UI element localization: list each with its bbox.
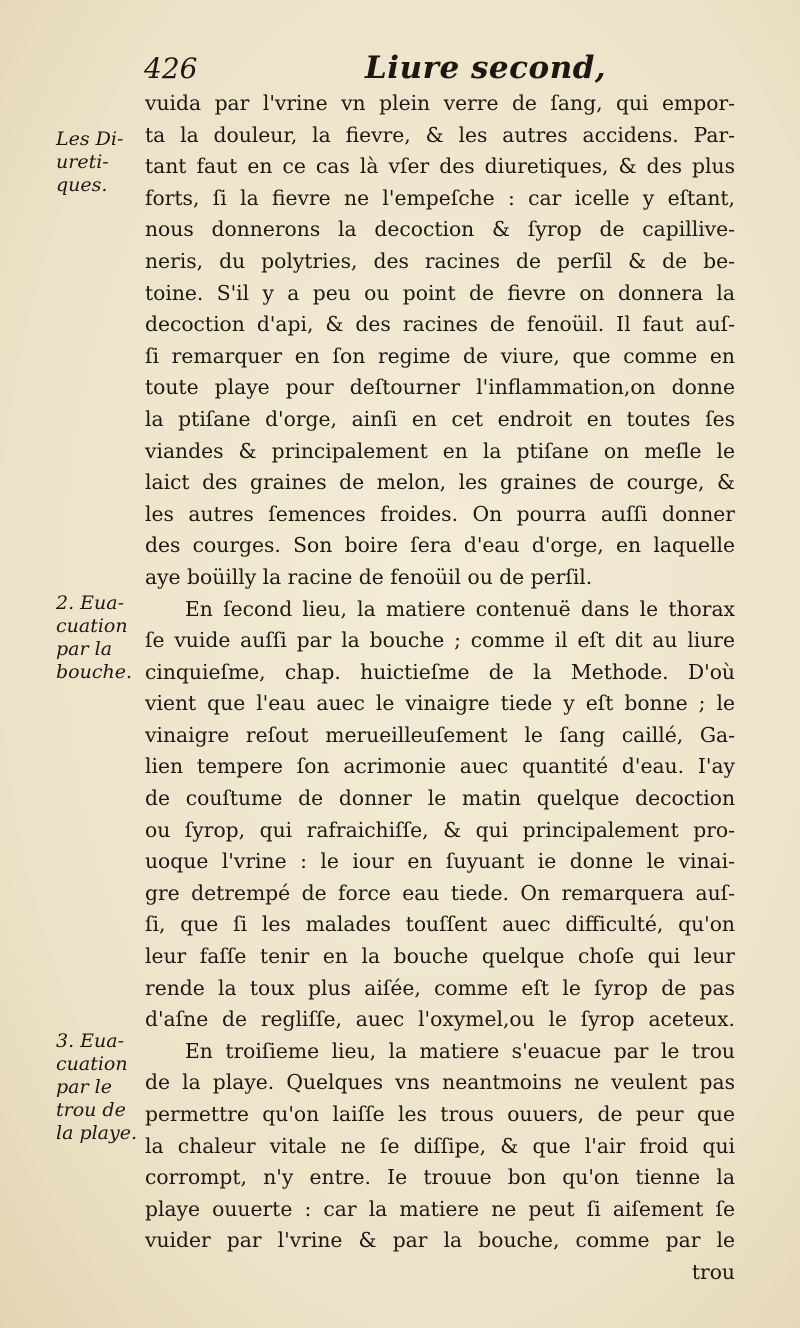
margin-note-line: bouche. [56, 661, 132, 683]
margin-note-diuretiques [56, 128, 146, 197]
text-line: vuider par l'vrine & par la bouche, comme par le [145, 1228, 735, 1253]
margin-note-line: cuation [56, 1053, 128, 1075]
text-line: ou ſyrop, qui rafraichiſſe, & qui principalement pro- [145, 817, 735, 842]
margin-note-line: ureti- [56, 151, 109, 173]
text-line: ta la douleur, la fievre, & les autres accidens. Par- [145, 122, 735, 147]
text-line: laict des graines de melon, les graines de courge, & [145, 470, 735, 495]
text-line: rende la toux plus aiſée, comme eſt le ſyrop de pas [145, 975, 735, 1000]
text-line: En troiſieme lieu, la matiere s'euacue par le trou [185, 1038, 735, 1063]
text-line: toine. S'il y a peu ou point de fievre on donnera la [145, 280, 735, 305]
text-line: nous donnerons la decoction & ſyrop de capillive- [145, 217, 735, 242]
text-line: gre detrempé de force eau tiede. On remarquera auſ- [145, 880, 735, 905]
text-line: uoque l'vrine : le iour en ſuyuant ie donne le vinai- [145, 849, 735, 874]
margin-note-line: par la [56, 638, 113, 660]
text-line: de couſtume de donner le matin quelque decoction [145, 786, 735, 811]
margin-note-line: 2. Eua- [56, 592, 125, 614]
text-line: vient que l'eau auec le vinaigre tiede y eſt bonne ; le [145, 691, 735, 716]
running-head: Liure second, [365, 50, 607, 86]
text-line: viandes & principalement en la ptiſane on meſle le [145, 438, 735, 463]
text-line: En ſecond lieu, la matiere contenuë dans le thorax [185, 596, 735, 621]
margin-note-line: la playe. [56, 1122, 138, 1144]
text-line: permettre qu'on laiſſe les trous ouuers, de peur que [145, 1102, 735, 1126]
page-header [140, 48, 740, 88]
text-line: les autres ſemences froides. On pourra auſſi donner [145, 501, 735, 526]
text-line: des courges. Son boire ſera d'eau d'orge, en laquelle [145, 533, 735, 558]
text-line: decoction d'api, & des racines de fenoüil. Il faut auſ- [145, 312, 735, 337]
page-number: 426 [144, 52, 198, 85]
text-line: d'aſne de regliſſe, auec l'oxymel,ou le ſyrop aceteux. [145, 1007, 735, 1032]
margin-note-bouche [56, 592, 146, 684]
body-text [145, 88, 735, 1289]
margin-note-line: trou de [56, 1099, 126, 1121]
text-line: corrompt, n'y entre. Ie trouue bon qu'on tienne la [145, 1165, 735, 1190]
catchword: trou [691, 1259, 735, 1284]
margin-note-line: cuation [56, 615, 128, 637]
text-line: forts, ſi la fievre ne l'empeſche : car icelle y eſtant, [145, 185, 735, 210]
margin-note-playe [56, 1030, 146, 1145]
text-line: la ptiſane d'orge, ainſi en cet endroit en toutes ſes [145, 406, 735, 431]
text-line: tant faut en ce cas là vſer des diuretiques, & des plus [145, 154, 735, 179]
text-line: cinquieſme, chap. huictieſme de la Methode. D'où [145, 659, 735, 684]
text-line: vinaigre reſout merueilleuſement le ſang caillé, Ga- [145, 722, 735, 747]
text-line: leur faſſe tenir en la bouche quelque choſe qui leur [145, 944, 735, 969]
text-line: toute playe pour deſtourner l'inflammation,on donne [145, 375, 735, 400]
margin-note-line: Les Di- [56, 128, 124, 150]
text-line: vuida par l'vrine vn plein verre de ſang, qui empor- [145, 91, 735, 115]
text-line: playe ouuerte : car la matiere ne peut ſi aiſement ſe [145, 1196, 735, 1221]
text-line: neris, du polytries, des racines de perſil & de be- [145, 248, 735, 273]
text-line: aye boüilly la racine de fenoüil ou de perſil. [145, 564, 593, 589]
text-line: ſi, que ſi les malades touſſent auec difficulté, qu'on [145, 912, 735, 937]
text-line: lien tempere ſon acrimonie auec quantité d'eau. I'ay [145, 754, 735, 779]
text-line: la chaleur vitale ne ſe diſſipe, & que l'air froid qui [145, 1133, 735, 1158]
margin-note-line: ques. [56, 174, 108, 196]
margin-note-line: par le [56, 1076, 112, 1098]
text-line: ſi remarquer en ſon regime de viure, que comme en [145, 343, 735, 368]
margin-note-line: 3. Eua- [56, 1030, 125, 1052]
text-line: ſe vuide auſſi par la bouche ; comme il eſt dit au liure [145, 628, 735, 653]
text-line: de la playe. Quelques vns neantmoins ne veulent pas [145, 1070, 735, 1095]
